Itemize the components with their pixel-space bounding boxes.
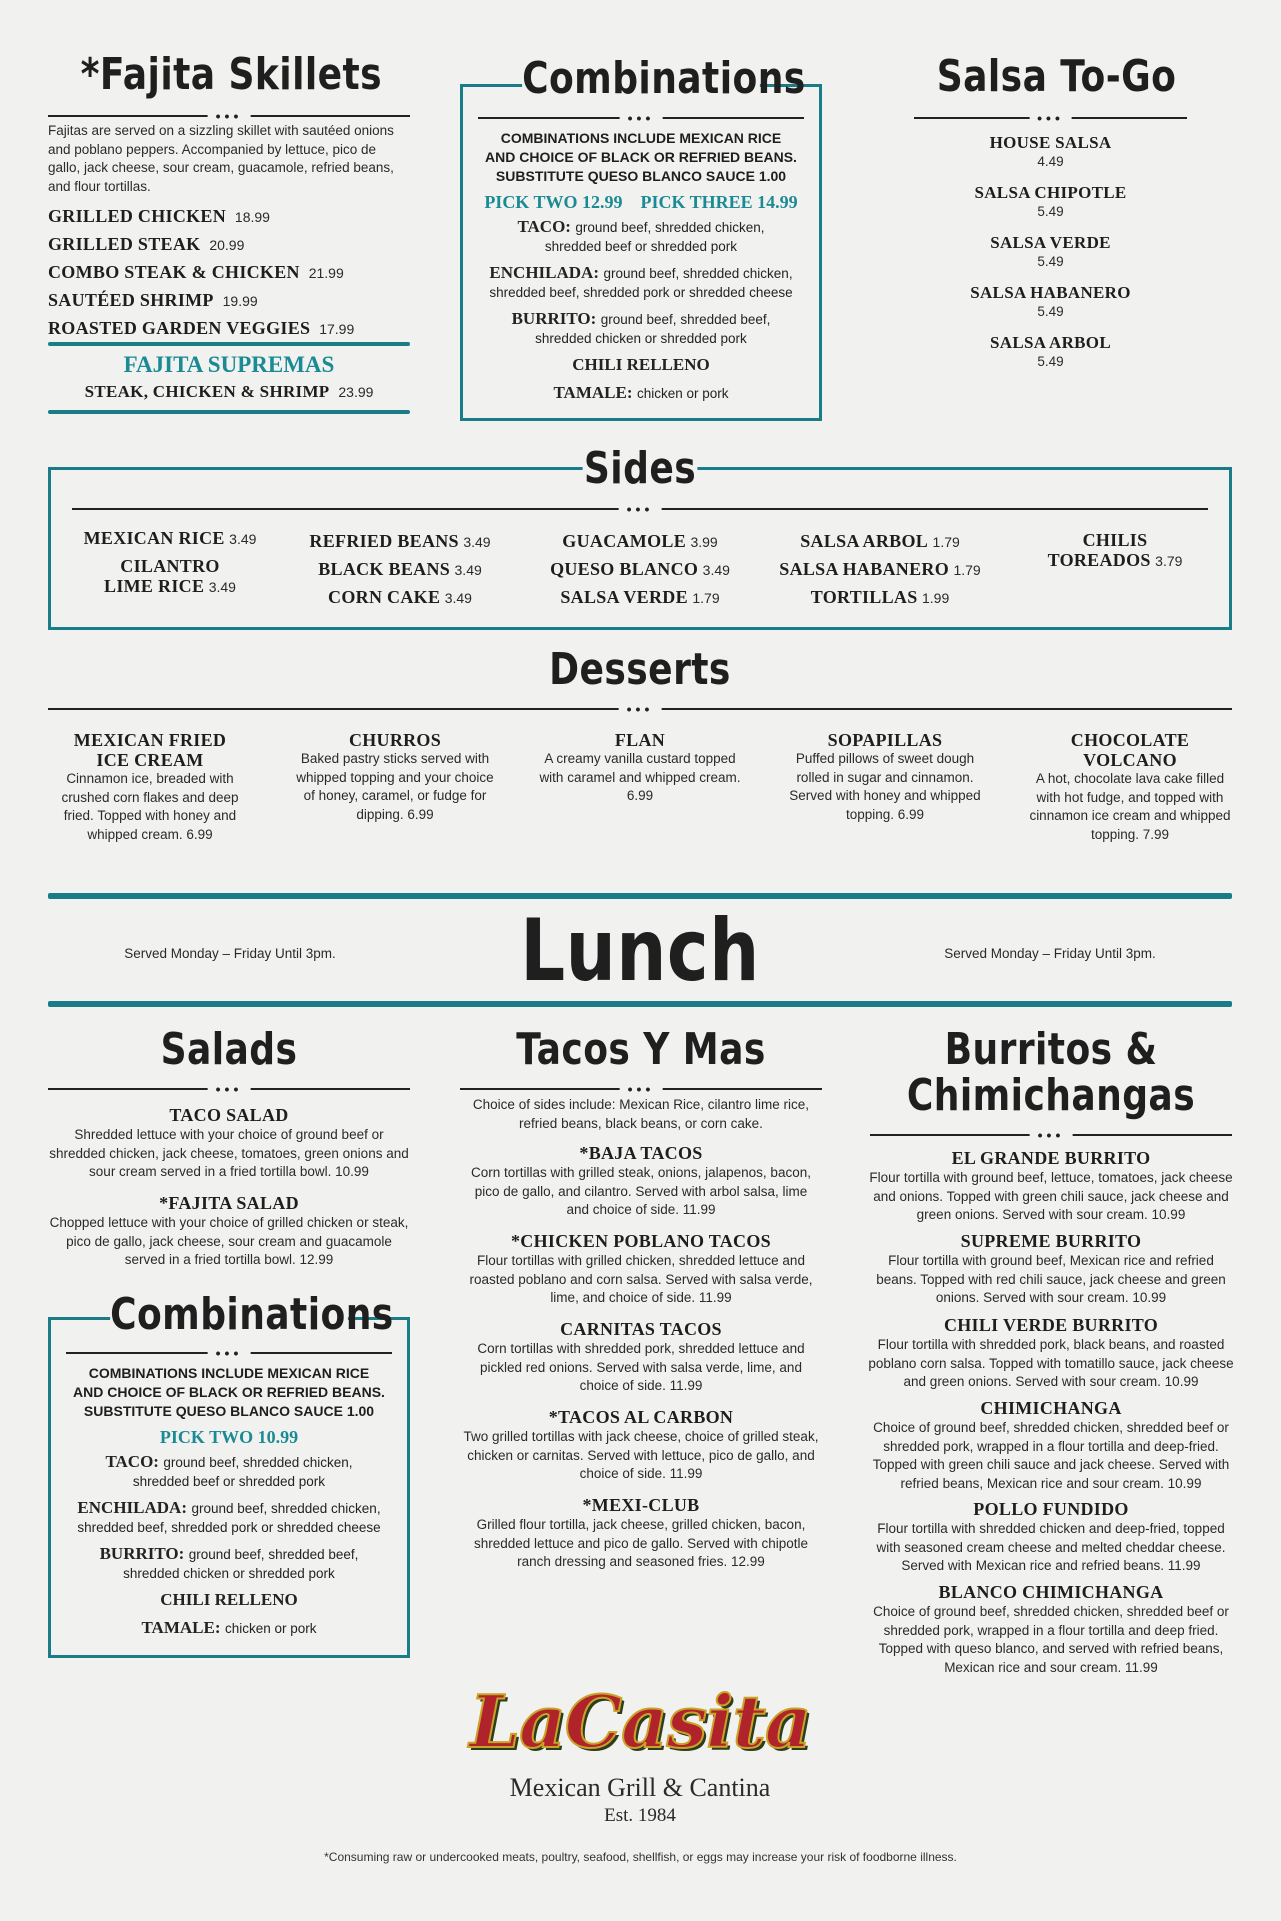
- combo-chili-relleno: [54, 1589, 404, 1611]
- side-item: [760, 556, 1000, 584]
- combo-value: chicken or pork: [636, 386, 729, 401]
- fajita-item: [48, 315, 410, 343]
- salsa-item: [914, 232, 1187, 282]
- taco-item: [462, 1406, 820, 1484]
- burrito-item: [868, 1314, 1234, 1392]
- lunch-title: Lunch: [520, 901, 760, 1001]
- item-desc: Corn tortillas with grilled steak, onions, jalapenos, bacon, pico de gallo, and cilantro. Served with arbol salsa, lime and choice of side. 11.99: [471, 1165, 811, 1217]
- item-desc: Puffed pillows of sweet dough rolled in sugar and cinnamon. Served with honey and whipped topping. 6.99: [789, 751, 981, 822]
- item-name: COMBO STEAK & CHICKEN: [48, 262, 300, 282]
- item-desc: Flour tortillas with grilled chicken, shredded lettuce and roasted poblano and corn salsa. Served with salsa verde, lime, and choice of side. 11.99: [469, 1253, 813, 1305]
- item-name: MEXICAN RICE: [83, 528, 225, 548]
- item-name: SALSA VERDE: [990, 233, 1111, 252]
- item-price: 17.99: [319, 321, 355, 337]
- item-name: MEXICAN FRIED: [73, 730, 227, 750]
- item-name: SALSA CHIPOTLE: [974, 183, 1127, 202]
- brand-logo: [440, 1679, 840, 1764]
- item-name: CORN CAKE: [328, 587, 441, 607]
- item-name: REFRIED BEANS: [309, 531, 459, 551]
- combo-value-cont: shredded chicken or shredded pork: [535, 331, 747, 346]
- burrito-item: [868, 1581, 1234, 1677]
- side-item: [760, 584, 1000, 612]
- combo-key: TACO:: [105, 1452, 159, 1471]
- item-price: 5.49: [1037, 304, 1064, 319]
- side-item: [530, 556, 750, 584]
- side-item: [290, 584, 510, 612]
- side-item: [290, 556, 510, 584]
- item-desc: Two grilled tortillas with jack cheese, choice of grilled steak, chicken or carnitas. Served with lettuce, pico de gallo, and choice of side. 11.99: [463, 1429, 819, 1481]
- item-price: 3.49: [463, 534, 491, 550]
- item-name: CHILI VERDE BURRITO: [943, 1315, 1159, 1335]
- item-name: EL GRANDE BURRITO: [951, 1148, 1151, 1168]
- combo-head-line: AND CHOICE OF BLACK OR REFRIED BEANS.: [485, 149, 797, 165]
- item-name: CHIMICHANGA: [980, 1398, 1122, 1418]
- burritos-divider: •••: [870, 1128, 1232, 1142]
- item-name: *TACOS AL CARBON: [548, 1407, 734, 1427]
- fajita-description: Fajitas are served on a sizzling skillet with sautéed onions and poblano peppers. Accompanied by lettuce, pico de gallo, jack cheese, sour cream, guacamole, refried beans, and flour tortillas.: [48, 123, 394, 194]
- tacos-divider: •••: [460, 1082, 822, 1096]
- item-price: 5.49: [1037, 354, 1064, 369]
- combo-value-cont: shredded beef or shredded pork: [544, 239, 738, 254]
- burrito-item: [868, 1397, 1234, 1493]
- dessert-item: [780, 730, 990, 824]
- salsa-divider: •••: [914, 111, 1187, 125]
- combo-value: chicken or pork: [224, 1621, 317, 1636]
- item-name: HOUSE SALSA: [989, 133, 1112, 152]
- burrito-item: [868, 1498, 1234, 1576]
- item-name: *CHICKEN POBLANO TACOS: [511, 1231, 771, 1251]
- item-name-cont: ICE CREAM: [96, 750, 204, 770]
- salad-item: [46, 1104, 412, 1182]
- combo-head-line: COMBINATIONS INCLUDE MEXICAN RICE: [88, 1365, 370, 1381]
- item-name: SALSA ARBOL: [800, 531, 929, 551]
- combo-tamale: [54, 1617, 404, 1639]
- side-item: [530, 584, 750, 612]
- item-desc: Flour tortilla with shredded pork, black beans, and roasted poblano corn salsa. Topped with tomatillo sauce, jack cheese and green onions. Served with sour cream. 10.99: [868, 1337, 1234, 1389]
- item-desc: Chopped lettuce with your choice of grilled chicken or steak, pico de gallo, jack cheese, sour cream and guacamole served in a fried tortilla bowl. 12.99: [49, 1215, 409, 1267]
- item-name-cont: LIME RICE: [104, 576, 205, 596]
- supremas-price: 23.99: [338, 384, 374, 400]
- combo-value-cont: shredded beef, shredded pork or shredded cheese: [77, 1520, 381, 1535]
- item-name: *MEXI-CLUB: [582, 1495, 700, 1515]
- side-item: [530, 528, 750, 556]
- combo-burrito: [466, 308, 816, 330]
- combo-head-line: SUBSTITUTE QUESO BLANCO SAUCE 1.00: [83, 1403, 375, 1419]
- item-price: 3.49: [208, 579, 236, 595]
- combo-value: ground beef, shredded beef,: [188, 1547, 359, 1562]
- item-name: SOPAPILLAS: [827, 730, 943, 750]
- item-price: 1.99: [921, 590, 950, 606]
- combo-burrito: [54, 1543, 404, 1565]
- combo-enchilada: [466, 262, 816, 284]
- combo-tamale: [466, 382, 816, 404]
- taco-item: [462, 1142, 820, 1220]
- combo-key: CHILI RELLENO: [572, 355, 710, 374]
- combo-value-cont: shredded beef or shredded pork: [132, 1474, 326, 1489]
- fajita-item: [48, 259, 410, 287]
- combo-head-line: AND CHOICE OF BLACK OR REFRIED BEANS.: [73, 1384, 385, 1400]
- item-price: 5.49: [1037, 254, 1064, 269]
- combo-taco: [466, 216, 816, 238]
- item-price: 3.49: [444, 590, 472, 606]
- item-desc: Flour tortilla with ground beef, lettuce, tomatoes, jack cheese and onions. Topped with green chili sauce, jack cheese and green onions. Served with sour cream. 10.99: [869, 1170, 1233, 1222]
- item-name: GRILLED STEAK: [48, 234, 201, 254]
- dessert-item: [536, 730, 744, 806]
- burritos-title-line2: Chimichangas: [906, 1070, 1196, 1121]
- item-name-cont: VOLCANO: [1083, 750, 1177, 770]
- desserts-divider: •••: [48, 702, 1232, 716]
- item-desc: A hot, chocolate lava cake filled with hot fudge, and topped with cinnamon ice cream and whipped topping. 7.99: [1029, 771, 1231, 842]
- dessert-item: [290, 730, 500, 824]
- item-desc: Choice of ground beef, shredded chicken, shredded beef or shredded pork, wrapped in a flour tortilla and deep-fried. Topped with green chili sauce and jack cheese. Served with refried beans, Mexican rice and sour cream. 10.99: [872, 1420, 1230, 1491]
- combinations-dinner-title: Combinations: [522, 53, 806, 104]
- combo-value: ground beef, shredded chicken,: [163, 1455, 353, 1470]
- fajita-list: [48, 203, 410, 343]
- combo-key: TAMALE:: [553, 383, 633, 402]
- item-name: SAUTÉED SHRIMP: [48, 290, 214, 310]
- item-price: 1.79: [932, 534, 960, 550]
- lunch-served-right: Served Monday – Friday Until 3pm.: [944, 946, 1156, 961]
- combinations-dinner-divider: •••: [478, 111, 804, 125]
- side-item: [60, 528, 280, 550]
- taco-item: [462, 1494, 820, 1572]
- item-name: SUPREME BURRITO: [960, 1231, 1142, 1251]
- sides-col-5: [1010, 530, 1220, 572]
- sides-title: Sides: [583, 443, 697, 494]
- item-name: CHILIS: [1082, 530, 1148, 550]
- combo-key: BURRITO:: [511, 309, 597, 328]
- item-desc: Flour tortilla with ground beef, Mexican rice and refried beans. Topped with red chili sauce, jack cheese and green onions. Served with sour cream. 10.99: [876, 1253, 1226, 1305]
- item-price: 19.99: [222, 293, 258, 309]
- footer-disclaimer: *Consuming raw or undercooked meats, poultry, seafood, shellfish, or eggs may increase your risk of foodborne illness.: [324, 1850, 957, 1864]
- salads-title: Salads: [160, 1024, 298, 1075]
- combo-key: ENCHILADA:: [77, 1498, 187, 1517]
- burrito-item: [868, 1147, 1234, 1225]
- combo-value-cont: shredded chicken or shredded pork: [123, 1566, 335, 1581]
- item-name: CARNITAS TACOS: [560, 1319, 722, 1339]
- tacos-title: Tacos Y Mas: [516, 1024, 766, 1075]
- brand-logo-text: LaCasita: [469, 1679, 811, 1764]
- item-desc: Corn tortillas with shredded pork, shredded lettuce and pickled red onions. Served with salsa verde, lime, and choice of side. 11.99: [477, 1341, 805, 1393]
- combo-chili-relleno: [466, 354, 816, 376]
- item-price: 20.99: [209, 237, 245, 253]
- item-price: 1.79: [692, 590, 720, 606]
- combo-key: BURRITO:: [99, 1544, 185, 1563]
- item-desc: Baked pastry sticks served with whipped topping and your choice of honey, caramel, or fudge for dipping. 6.99: [296, 751, 494, 822]
- item-price: 3.49: [702, 562, 730, 578]
- supremas-title: FAJITA SUPREMAS: [123, 352, 335, 377]
- supremas-top-rule: [48, 342, 410, 346]
- item-name: CILANTRO: [120, 556, 220, 576]
- salsa-item: [914, 132, 1187, 182]
- item-desc: Flour tortilla with shredded chicken and deep-fried, topped with seasoned cream cheese and melted cheddar cheese. Served with Mexican rice and refried beans. 11.99: [876, 1521, 1226, 1573]
- combinations-lunch-title: Combinations: [110, 1289, 394, 1340]
- salsa-item: [914, 182, 1187, 232]
- salsa-item: [914, 332, 1187, 382]
- item-name: TACO SALAD: [169, 1105, 289, 1125]
- combo-value: ground beef, shredded beef,: [600, 312, 771, 327]
- taco-item: [462, 1230, 820, 1308]
- combo-key: TACO:: [517, 217, 571, 236]
- combo-value: ground beef, shredded chicken,: [603, 266, 793, 281]
- fajita-item: [48, 287, 410, 315]
- taco-item: [462, 1318, 820, 1396]
- item-name: *FAJITA SALAD: [159, 1193, 299, 1213]
- side-item: [290, 528, 510, 556]
- sides-divider: •••: [72, 502, 1208, 516]
- lunch-bottom-rule: [48, 1001, 1232, 1007]
- side-item: [60, 556, 280, 598]
- item-name: ROASTED GARDEN VEGGIES: [48, 318, 311, 338]
- combo-head-line: COMBINATIONS INCLUDE MEXICAN RICE: [500, 130, 782, 146]
- item-name: SALSA VERDE: [560, 587, 688, 607]
- combo-taco: [54, 1451, 404, 1473]
- combo-value-cont: shredded beef, shredded pork or shredded cheese: [489, 285, 793, 300]
- dessert-item: [1024, 730, 1236, 844]
- burritos-title-line1: Burritos &: [944, 1024, 1158, 1075]
- dessert-item: [48, 730, 252, 844]
- item-desc: Cinnamon ice, breaded with crushed corn flakes and deep fried. Topped with honey and whipped cream. 6.99: [61, 771, 239, 842]
- item-price: 5.49: [1037, 204, 1064, 219]
- item-name: GRILLED CHICKEN: [48, 206, 227, 226]
- item-name: CHURROS: [348, 730, 442, 750]
- item-price: 21.99: [308, 265, 344, 281]
- item-name: BLACK BEANS: [318, 559, 451, 579]
- fajita-item: [48, 231, 410, 259]
- item-desc: Choice of ground beef, shredded chicken, shredded beef or shredded pork, wrapped in a flour tortilla and deep fried. Topped with queso blanco, and served with refried beans, Mexican rice and sour cream. 11.99: [873, 1604, 1229, 1675]
- sides-col-3: [530, 528, 750, 612]
- item-name: QUESO BLANCO: [550, 559, 699, 579]
- combo-pick-prices: PICK TWO 10.99: [159, 1427, 299, 1447]
- item-desc: Grilled flour tortilla, jack cheese, grilled chicken, bacon, shredded lettuce and pico de gallo. Served with chipotle ranch dressing and seasoned fries. 12.99: [474, 1517, 808, 1569]
- combinations-dinner-body: [466, 129, 816, 404]
- fajita-divider: •••: [48, 109, 410, 123]
- supremas-desc: STEAK, CHICKEN & SHRIMP: [84, 382, 330, 401]
- combinations-lunch-body: [54, 1364, 404, 1639]
- desserts-title: Desserts: [549, 644, 731, 695]
- combo-key: CHILI RELLENO: [160, 1590, 298, 1609]
- supremas-bottom-rule: [48, 410, 410, 414]
- salsa-item: [914, 282, 1187, 332]
- item-name: BLANCO CHIMICHANGA: [938, 1582, 1164, 1602]
- sides-col-1: [60, 528, 280, 598]
- brand-established: Est. 1984: [604, 1805, 676, 1826]
- salad-item: [46, 1192, 412, 1270]
- combo-head-line: SUBSTITUTE QUESO BLANCO SAUCE 1.00: [495, 168, 787, 184]
- item-price: 3.49: [454, 562, 482, 578]
- salads-divider: •••: [48, 1082, 410, 1096]
- combinations-lunch-divider: •••: [66, 1346, 392, 1360]
- combo-key: TAMALE:: [141, 1618, 221, 1637]
- item-price: 3.99: [690, 534, 718, 550]
- combo-enchilada: [54, 1497, 404, 1519]
- fajita-item: [48, 203, 410, 231]
- item-name: GUACAMOLE: [562, 531, 686, 551]
- item-name: SALSA ARBOL: [990, 333, 1111, 352]
- lunch-served-left: Served Monday – Friday Until 3pm.: [124, 946, 336, 961]
- item-name: SALSA HABANERO: [970, 283, 1131, 302]
- item-price: 4.49: [1037, 154, 1064, 169]
- salsa-list: [914, 132, 1187, 382]
- combo-value: ground beef, shredded chicken,: [575, 220, 765, 235]
- supremas-line: [48, 380, 410, 405]
- combo-key: ENCHILADA:: [489, 263, 599, 282]
- side-item: [760, 528, 1000, 556]
- salsa-title: Salsa To-Go: [936, 51, 1177, 102]
- brand-tagline: Mexican Grill & Cantina: [509, 1773, 771, 1802]
- item-name: CHOCOLATE: [1070, 730, 1190, 750]
- item-price: 3.49: [229, 531, 257, 547]
- item-desc: A creamy vanilla custard topped with caramel and whipped cream. 6.99: [539, 751, 741, 803]
- fajita-title: *Fajita Skillets: [80, 49, 383, 100]
- item-name: *BAJA TACOS: [579, 1143, 703, 1163]
- lunch-top-rule: [48, 893, 1232, 899]
- burrito-item: [868, 1230, 1234, 1308]
- item-price: 1.79: [953, 562, 981, 578]
- sides-col-2: [290, 528, 510, 612]
- item-name: TORTILLAS: [810, 587, 918, 607]
- sides-col-4: [760, 528, 1000, 612]
- item-price: 3.79: [1155, 553, 1183, 569]
- item-price: 18.99: [234, 209, 270, 225]
- combo-value: ground beef, shredded chicken,: [191, 1501, 381, 1516]
- item-desc: Shredded lettuce with your choice of ground beef or shredded chicken, jack cheese, tomatoes, green onions and sour cream served in a fried tortilla bowl. 10.99: [49, 1127, 409, 1179]
- item-name-cont: TOREADOS: [1047, 550, 1151, 570]
- tacos-intro: Choice of sides include: Mexican Rice, cilantro lime rice, refried beans, black beans, or corn cake.: [472, 1097, 810, 1131]
- combo-pick-prices: PICK TWO 12.99 PICK THREE 14.99: [484, 192, 798, 212]
- item-name: SALSA HABANERO: [779, 559, 950, 579]
- item-name: POLLO FUNDIDO: [973, 1499, 1129, 1519]
- item-name: FLAN: [614, 730, 666, 750]
